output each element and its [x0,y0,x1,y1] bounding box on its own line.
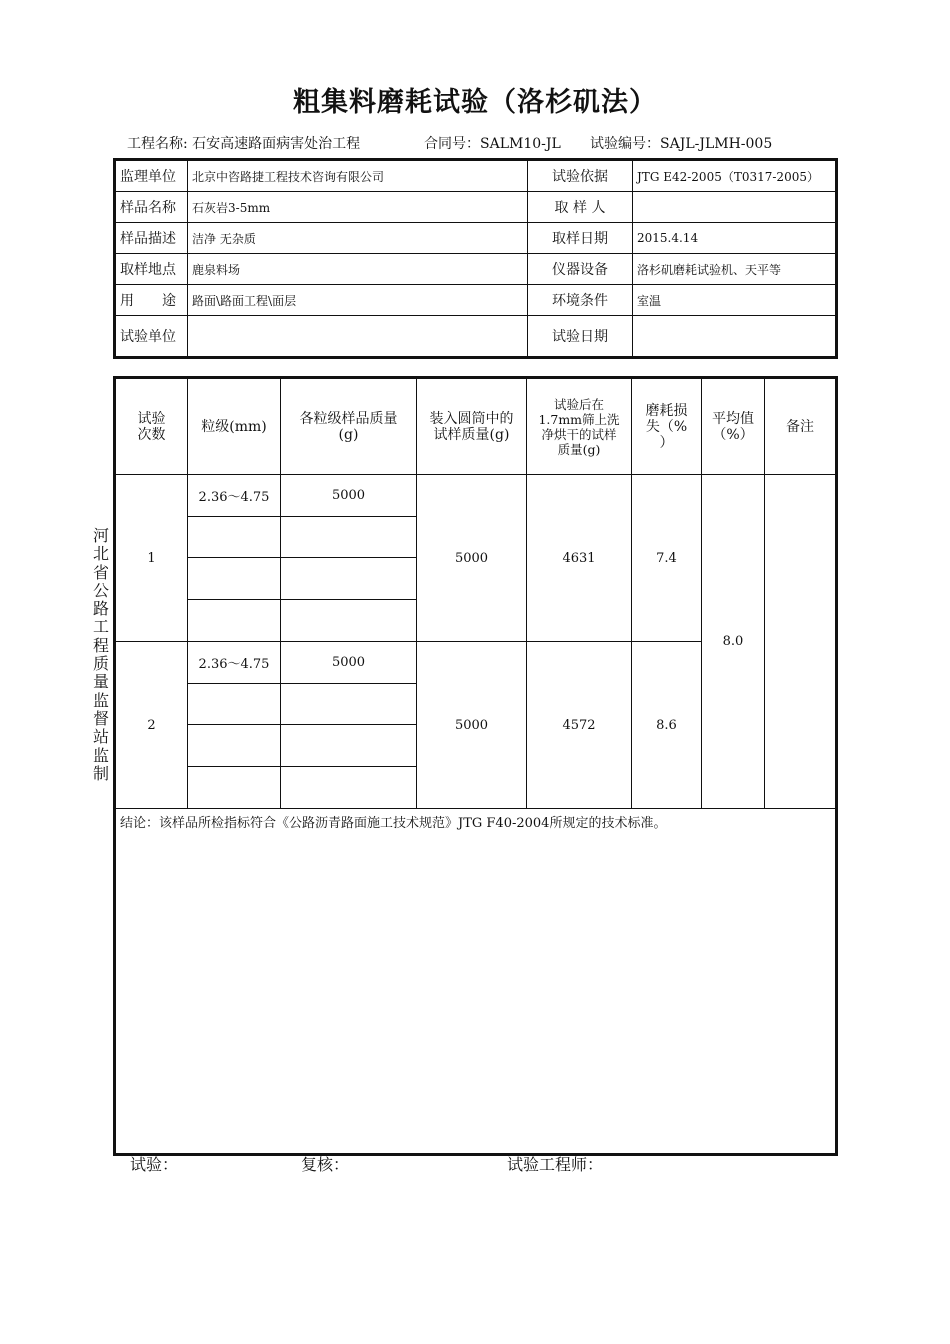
table-row [115,475,837,517]
mass-cell: 5000 [281,475,417,517]
grade-cell [188,558,281,600]
location-value: 鹿泉料场 [188,254,528,285]
after-mass-header: 试验后在 1.7mm筛上洗 净烘干的试样 质量(g) [527,378,632,475]
project-name: 工程名称: 石安高速路面病害处治工程 [127,136,361,152]
info-row [115,316,837,358]
loss-cell: 7.4 [632,475,702,642]
mass-cell [281,600,417,642]
grade-cell [188,684,281,725]
info-row [115,192,837,223]
grade-cell [188,600,281,642]
grade-cell [188,767,281,809]
trial-number: 1 [115,475,188,642]
info-table [113,158,838,359]
side-watermark-text: 河北省公路工程质量监督站监制 [92,526,109,783]
remark-header: 备注 [765,378,837,475]
mass-cell [281,725,417,767]
loss-cell: 8.6 [632,642,702,809]
average-header: 平均值 （%） [702,378,765,475]
grade-cell: 2.36～4.75 [188,475,281,517]
supervisor-value: 北京中咨路捷工程技术咨询有限公司 [188,160,528,192]
mass-cell [281,684,417,725]
basis-value: JTG E42-2005（T0317-2005） [633,160,837,192]
usage-label: 用 途 [115,285,188,316]
sample-name-label: 样品名称 [115,192,188,223]
average-cell: 8.0 [702,475,765,809]
supervisor-label: 监理单位 [115,160,188,192]
mass-cell [281,767,417,809]
test-number: 试验编号：SAJL-JLMH-005 [590,136,773,152]
grade-cell [188,517,281,558]
info-row [115,285,837,316]
info-row [115,160,837,192]
drum-mass-cell: 5000 [417,642,527,809]
drum-mass-header: 装入圆筒中的 试样质量(g) [417,378,527,475]
info-row [115,223,837,254]
loss-header: 磨耗损 失（% ） [632,378,702,475]
contract-number: 合同号：SALM10-JL [424,136,561,152]
environment-label: 环境条件 [528,285,633,316]
info-row [115,254,837,285]
equipment-label: 仪器设备 [528,254,633,285]
mass-cell [281,517,417,558]
sample-date-value: 2015.4.14 [633,223,837,254]
header-row [115,378,837,475]
location-label: 取样地点 [115,254,188,285]
mass-cell: 5000 [281,642,417,684]
environment-value: 室温 [633,285,837,316]
after-mass-cell: 4572 [527,642,632,809]
trial-number: 2 [115,642,188,809]
lab-value [188,316,528,358]
test-date-label: 试验日期 [528,316,633,358]
page-title: 粗集料磨耗试验（洛杉矶法） [293,87,657,118]
grade-header: 粒级(mm) [188,378,281,475]
engineer-signature-label: 试验工程师： [507,1155,604,1174]
trial-count-header: 试验 次数 [115,378,188,475]
grade-cell [188,725,281,767]
description-value: 洁净 无杂质 [188,223,528,254]
test-date-value [633,316,837,358]
mass-header: 各粒级样品质量 (g) [281,378,417,475]
results-table [113,376,838,1156]
tester-signature-label: 试验： [130,1155,179,1174]
grade-cell: 2.36～4.75 [188,642,281,684]
mass-cell [281,558,417,600]
description-label: 样品描述 [115,223,188,254]
reviewer-signature-label: 复核： [301,1155,350,1174]
usage-value: 路面\路面工程\面层 [188,285,528,316]
lab-label: 试验单位 [115,316,188,358]
conclusion-row [115,809,837,1155]
after-mass-cell: 4631 [527,475,632,642]
sample-date-label: 取样日期 [528,223,633,254]
conclusion-text: 结论：该样品所检指标符合《公路沥青路面施工技术规范》JTG F40-2004所规定的技术标准。 [115,809,837,1155]
equipment-value: 洛杉矶磨耗试验机、天平等 [633,254,837,285]
sampler-label: 取 样 人 [528,192,633,223]
drum-mass-cell: 5000 [417,475,527,642]
remark-cell [765,475,837,809]
sample-name-value: 石灰岩3-5mm [188,192,528,223]
basis-label: 试验依据 [528,160,633,192]
sampler-value [633,192,837,223]
